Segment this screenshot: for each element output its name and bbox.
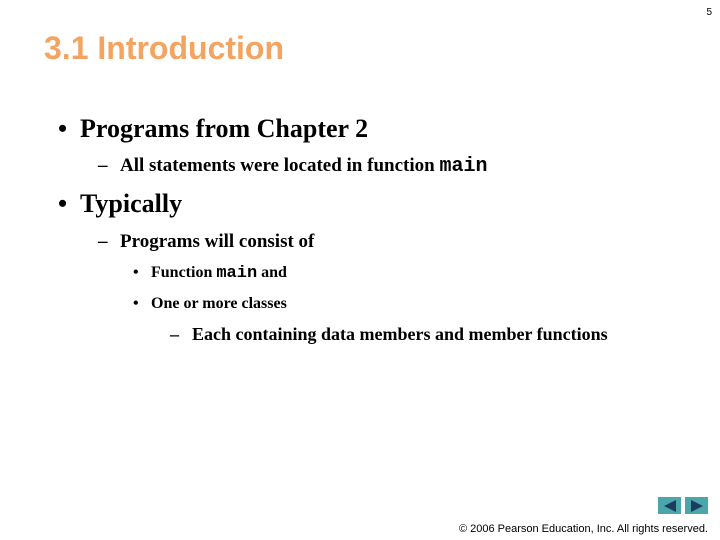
bullet-marker: – <box>98 231 108 252</box>
bullet-text-after: and <box>257 264 287 281</box>
bullet-text: Each containing data members and member functions <box>192 324 608 344</box>
bullet-text: Typically <box>80 189 183 218</box>
bullet-text: Function <box>151 264 217 281</box>
bullet-typically <box>58 189 182 219</box>
copyright-footer: © 2006 Pearson Education, Inc. All rights reserved. <box>458 523 708 535</box>
bullet-marker: • <box>58 114 68 143</box>
bullet-programs-chapter-2 <box>58 114 368 144</box>
sub-bullet-programs-consist <box>98 231 314 253</box>
sub-bullet-statements-in-main <box>98 155 487 178</box>
bullet-marker: • <box>58 189 68 218</box>
next-slide-icon <box>690 500 704 512</box>
bullet-marker: – <box>170 324 179 344</box>
bullet-marker: • <box>133 264 139 281</box>
bullet-marker: – <box>98 155 108 176</box>
next-slide-button[interactable] <box>685 497 708 514</box>
code-main: main <box>439 155 488 178</box>
bullet-text: Programs from Chapter 2 <box>80 114 369 143</box>
slide-title: 3.1 Introduction <box>44 30 284 66</box>
code-main: main <box>216 264 258 283</box>
previous-slide-icon <box>663 500 677 512</box>
sub-sub-bullet-function-main <box>133 264 287 283</box>
bullet-text: One or more classes <box>151 295 287 312</box>
page-number: 5 <box>706 7 712 18</box>
bullet-text: All statements were located in function <box>120 155 440 176</box>
bullet-text: Programs will consist of <box>120 231 315 252</box>
level-4-bullet-data-members <box>170 324 608 345</box>
slide-navigation <box>658 497 708 514</box>
previous-slide-button[interactable] <box>658 497 681 514</box>
sub-sub-bullet-classes <box>133 295 287 313</box>
bullet-marker: • <box>133 295 139 312</box>
